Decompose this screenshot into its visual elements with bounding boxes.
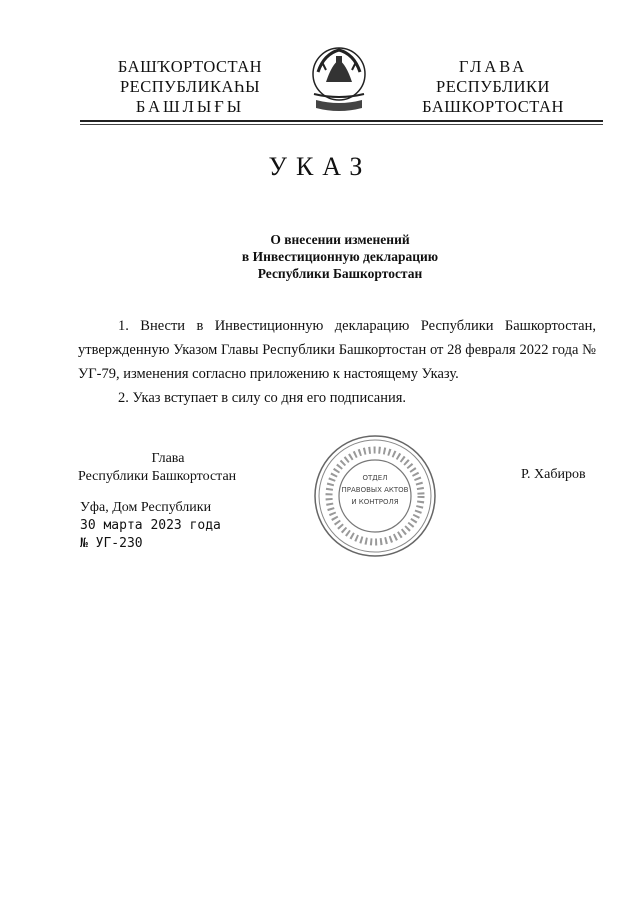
- document-date: 30 марта 2023 года: [80, 518, 221, 533]
- signatory-name: Р. Хабиров: [521, 467, 586, 482]
- official-stamp: [311, 432, 439, 560]
- document-number: № УГ-230: [80, 536, 143, 551]
- subject-line1: О внесении изменений: [270, 232, 410, 247]
- signature-position-line2: Республики Башкортостан: [78, 469, 237, 484]
- signature-position-line1: Глава: [151, 451, 185, 466]
- stamp-line2: ПРАВОВЫХ АКТОВ: [341, 486, 409, 494]
- document-subject: [160, 231, 520, 282]
- header-divider-thick: [80, 120, 603, 122]
- document-body: [78, 314, 596, 410]
- subject-line3: Республики Башкортостан: [257, 266, 423, 281]
- header-right: [408, 57, 578, 117]
- place: Уфа, Дом Республики: [80, 500, 212, 515]
- bashkortostan-emblem-icon: [304, 42, 374, 120]
- signature-position: [78, 450, 258, 486]
- document-footer: [80, 499, 221, 553]
- document-title: УКАЗ: [268, 152, 372, 181]
- body-paragraph-1: 1. Внести в Инвестиционную декларацию Республики Башкортостан, утвержденную Указом Главы Республики Башкортостан от 28 февраля 2022 года № УГ-79, изменения согласно приложению к настоящему Указу.: [78, 318, 596, 382]
- body-paragraph-2: 2. Указ вступает в силу со дня его подписания.: [118, 390, 407, 406]
- header-right-line3: БАШКОРТОСТАН: [422, 97, 564, 116]
- header-left-line2: РЕСПУБЛИКАҺЫ: [119, 77, 261, 96]
- header-right-line1: ГЛАВА: [458, 57, 528, 76]
- header-left-line3: БАШЛЫҒЫ: [135, 97, 245, 116]
- header-right-line2: РЕСПУБЛИКИ: [436, 77, 550, 96]
- header-left: [100, 57, 280, 117]
- subject-line2: в Инвестиционную декларацию: [241, 249, 439, 264]
- header-divider-thin: [80, 124, 603, 125]
- stamp-line1: ОТДЕЛ: [362, 474, 388, 482]
- header-left-line1: БАШҠОРТОСТАН: [117, 57, 263, 76]
- stamp-line3: И КОНТРОЛЯ: [351, 498, 399, 506]
